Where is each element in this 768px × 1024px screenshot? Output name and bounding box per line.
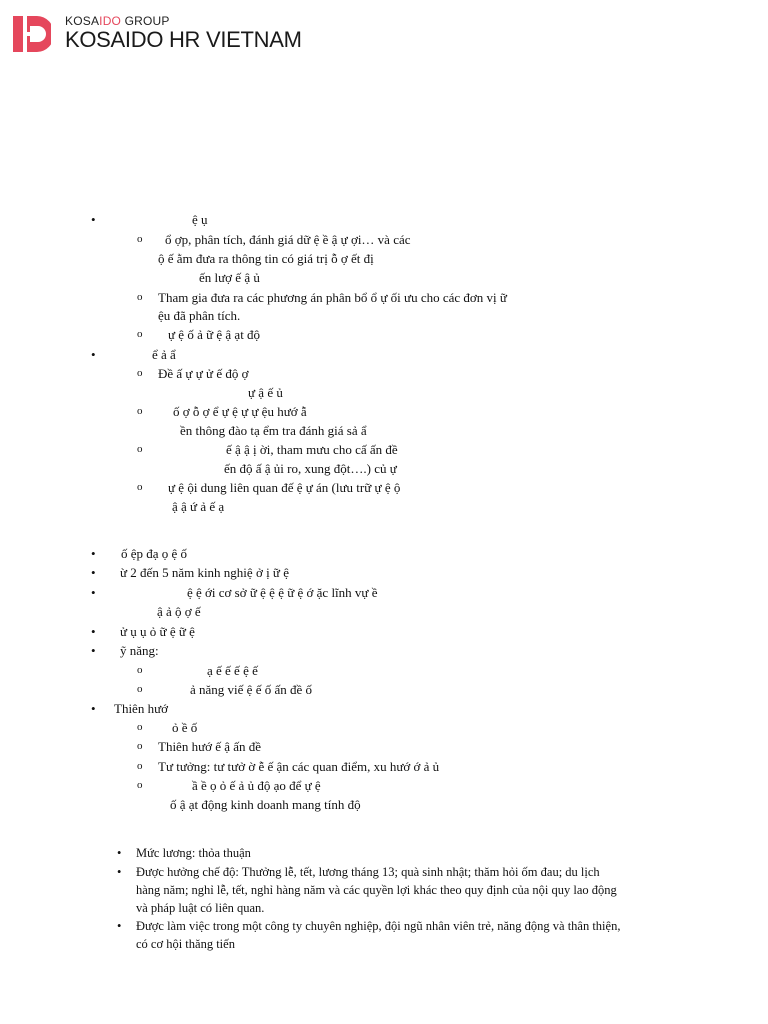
bullet-icon: • (117, 919, 122, 933)
bullet-circle-icon: o (137, 328, 143, 340)
job-description: • ệ ụ o ổ ợp, phân tích, đánh giá dữ ệ ề ậ ự ợi… và các ộ ế ằm đưa ra thông tin có giá trị ỗ ợ ết đị ến lượ ế ậ ủ o Tham gia đưa ra các phương án phân bổ ổ ự ối ưu cho các đơn vị ữ ệu đã phân tích. o ự ệ ố ả ữ ệ ậ ạt độ • ể ả ẩ o Đề ấ ự ự ử ế độ ợ ự ậ ế ủ o ố ợ ỗ ợ ể ự ệ ự ự ệu hướ ẫ ền thông đào tạ ểm tra đánh giá sả ẩ o ế ậ ậ ị ời, tham mưu cho cấ ấn đề ến độ ấ ậ ủi ro, xung đột….) củ ự o ự ệ ội dung liên quan đế ệ ự án (lưu trữ ự ệ ộ ậ ậ ứ ả ế ạ • ố ệp đạ ọ ệ ố • ừ 2 đến 5 năm kinh nghiệ ở ị ữ ệ • ệ ệ ới cơ sở ữ ệ ệ ệ ữ ệ ớ ặc lĩnh vự ề ậ ả ộ ợ ế • ử ụ ụ ỏ ữ ệ ữ ệ • ỹ năng: o ạ ế ế ế ệ ế o ả năng viế ệ ế ố ấn đề ố • Thiên hướ o ỏ ề ố o Thiên hướ ế ậ ấn đề o Tư tưởng: tư tưở ờ ễ ế ận các quan điểm, xu hướ ớ ả ủ o ầ ề ọ ỏ ế ả ủ độ ạo để ự ệ ố ậ ạt động kinh doanh mang tính độ • Mức lương: thỏa thuận • Được hưởng chế độ: Thưởng lễ, tết, lương tháng 13; quà sinh nhật; thăm hỏi ốm đau; du lịch hàng năm; nghỉ lễ, tết, nghỉ hàng năm và các quyền lợi khác theo quy định của nội quy lao động và pháp luật có liên quan. • Được làm việc trong một công ty chuyên nghiệp, đội ngũ nhân viên trẻ, năng động và thân thiện, có cơ hội thăng tiến (91, 212, 621, 951)
bullet-circle-icon: o (137, 233, 143, 245)
bullet-circle-icon: o (137, 740, 143, 752)
bullet-icon: • (91, 546, 96, 561)
bullet-circle-icon: o (137, 481, 143, 493)
bullet-circle-icon: o (137, 443, 143, 455)
bullet-circle-icon: o (137, 779, 143, 791)
bullet-icon: • (91, 701, 96, 716)
bullet-icon: • (117, 865, 122, 879)
bullet-circle-icon: o (137, 721, 143, 733)
bullet-circle-icon: o (137, 405, 143, 417)
bullet-circle-icon: o (137, 760, 143, 772)
bullet-icon: • (91, 624, 96, 639)
bullet-circle-icon: o (137, 367, 143, 379)
bullet-circle-icon: o (137, 291, 143, 303)
bullet-icon: • (91, 565, 96, 580)
bullet-circle-icon: o (137, 664, 143, 676)
bullet-circle-icon: o (137, 683, 143, 695)
bullet-icon: • (91, 585, 96, 600)
group-name: KOSAIDO GROUP (65, 14, 170, 28)
bullet-icon: • (91, 212, 96, 227)
bullet-icon: • (91, 643, 96, 658)
company-name: KOSAIDO HR VIETNAM (65, 27, 302, 52)
bullet-icon: • (91, 347, 96, 362)
bullet-icon: • (117, 846, 122, 860)
